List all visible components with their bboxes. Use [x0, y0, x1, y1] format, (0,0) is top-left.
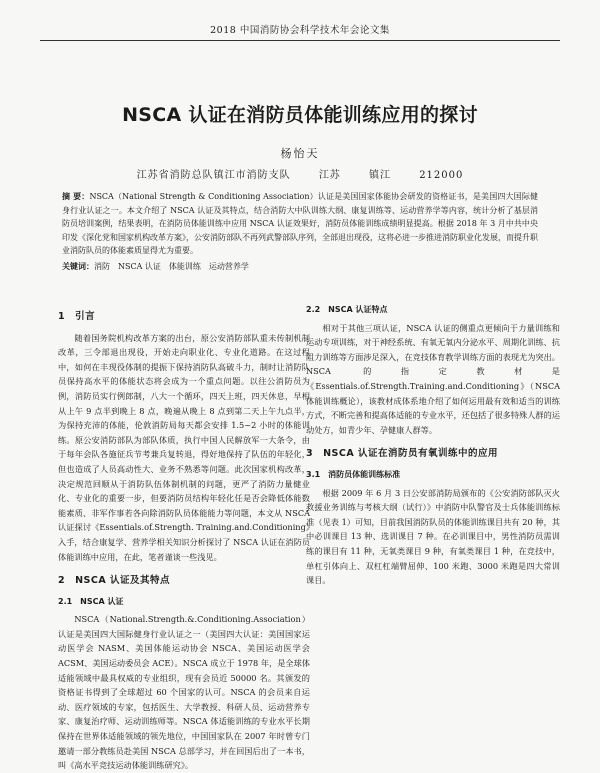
keywords-text: 消防 NSCA 认证 体能训练 运动营养学: [94, 261, 249, 271]
section-1-paragraph: 随着国务院机构改革方案的出台，原公安消防部队重未传制机制改革，三令部退出现役，开始走向职业化、专业化道路。在这过程中，如何在丰现役体制的提振下保持消防队高破斗力，制时让消防队员保持高水平的体能状态将会成为一个重点问题。以往公消防员为例，消防员实行例郎制，八大一个循环，四天上班，四天休息，早相从上午 9 点半到晚上 8 点，晚遍从晚上 8 点到第二天上午九点半，为保持充沛的体能，伦敦消防局每天都会安排 1.5~2 小时的体能训练。原公安消防部队为部队体质，执行中国人民解放军一大条令，由于每年会队各施征兵节考兼兵复转退，得好地保持了队伍的年轻化，但也造成了人员高动性大、业务不熟悉等问题。此次国家机构改革，决定规范回顺从于消防队伍体制机制的问题，更严了消防力量健业化、专业化的重要一步，但要消防员结构年轻化任是否会降低体能数能素质、非军作事若各向除消防队员体能能力等问题，本文从 NSCA 认证探讨《Essentials.of.Strength. Training.and.Conditioning》入手，结合康复学、营养学相关知识分析探讨了 NSCA 认证在消防员体能训练中应用，在此，笔者谨谈一些浅见。: [58, 332, 310, 562]
section-2-1-paragraph: NSCA（National.Strength.&.Conditioning.Association）认证是美国四大国际健身行业认证之一（美国四大认证：美国国家运动医学会 NASM、美国体能运动协会 NSCA、美国运动医学会 ACSM、美国运动委员会 ACE）。NSCA 成立于 1978 年，是全球体适能领域中最具权威的专业组织，现有会员近 50000 名。其颁发的资格证书得到了全球超过 60 个国家的认可。NSCA 的会员来自运动、医疗领域的专家，包括医生、大学教授、科研人员、运动营养专家、康复治疗师、运动训练师等。NSCA 体适能训练的专业水平长期保持在世界体适能领域的领先地位，中国国家队在 2007 年时曾专门邀请一部分教练员赴美国 NSCA 总部学习，并在回国后出了一本书，叫《高水平竞技运动体能训练研究》。: [58, 614, 310, 771]
affiliation-city: 镇江: [369, 170, 391, 181]
section-3-heading: 3 NSCA 认证在消防员有氧训练中的应用: [306, 448, 499, 460]
abstract-block: [62, 190, 538, 273]
section-1-heading: 1 引言: [58, 311, 96, 322]
section-3-1-paragraph: 根据 2009 年 6 月 3 日公安部消防局颁布的《公安消防部队灭火救援业务训练与考核大纲（试行）》中消防中队警官及士兵体能训练标准（见表 1）可知，目前我国消防队员的体能训练课目共有 20 种，其中必训课目 13 种、选训课目 7 种。在必训课目中，男性消防员需训练的课目有 11 种，无氧类课目 9 种，有氧类课目 1 种，在竞技中，单杠引体向上、双杠杠端臂屈伸、100 米跑、3000 米跑是四大常训课目。: [306, 487, 560, 586]
section-2-1-heading: 2.1 NSCA 认证: [58, 596, 124, 606]
affiliation-postcode: 212000: [419, 170, 464, 181]
paper-title: NSCA 认证在消防员体能训练应用的探讨: [122, 104, 478, 126]
section-2-heading: 2 NSCA 认证及其特点: [58, 575, 171, 587]
affiliation-org: 江苏省消防总队镇江市消防支队: [136, 170, 291, 181]
left-column: [58, 310, 310, 773]
running-head: 2018 中国消防协会科学技术年会论文集: [40, 22, 560, 41]
abstract-label: 摘 要：: [62, 192, 90, 201]
author-name: 杨怡天: [280, 147, 320, 160]
affiliation-province: 江苏: [318, 170, 341, 181]
right-column: [306, 298, 560, 588]
keywords-label: 关键词：: [62, 261, 94, 271]
keywords: [62, 260, 538, 274]
abstract: [62, 190, 538, 258]
section-2-2-heading: 2.2 NSCA 认证特点: [306, 305, 388, 314]
section-3-1-heading: 3.1 消防员体能训练标准: [306, 469, 401, 479]
abstract-text: NSCA（National Strength & Conditioning Association）认证是美国国家体能协会研发的资格证书，是美国四大国际健身行业认证之一。本文介绍了 NSCA 认证及其特点，结合消防大中队训练大纲、康复训练等、运动营养学等内容，统计分析了基层消防员培训案例，结果表明，在消防员体能训练中应用 NSCA 认证效果好，消防员体能训练成绩明显提高。根据 2018 年 3 月中共中央印发《深化党和国家机构改革方案》，公安消防部队不再列武警部队序列，全部退出现役，这将必进一步推进消防职业化发展，而提升职业消防队员的体能素质显得尤为重要。: [62, 192, 538, 255]
affiliation: [40, 166, 560, 181]
section-2-2-paragraph: 相对于其他三项认证，NSCA 认证的侧重点更倾向于力量训练和运动专项训练，对于神经系统、有氧无氧内分泌水平、周期化训练、抗阻力训练等方面涉足深入，在竞技体育教学训练方面的表现尤为突出。NSCA 的指定教材是《Essentials.of.Strength.Training.and.Conditioning》（NSCA 体能训练概论），该教材成体系地介绍了如何运用最有效和适当的训练方式，不断完善和提高体适能的专业水平，还包括了很多特殊人群的运动处方，如青少年、孕健康人群等。: [306, 322, 560, 435]
